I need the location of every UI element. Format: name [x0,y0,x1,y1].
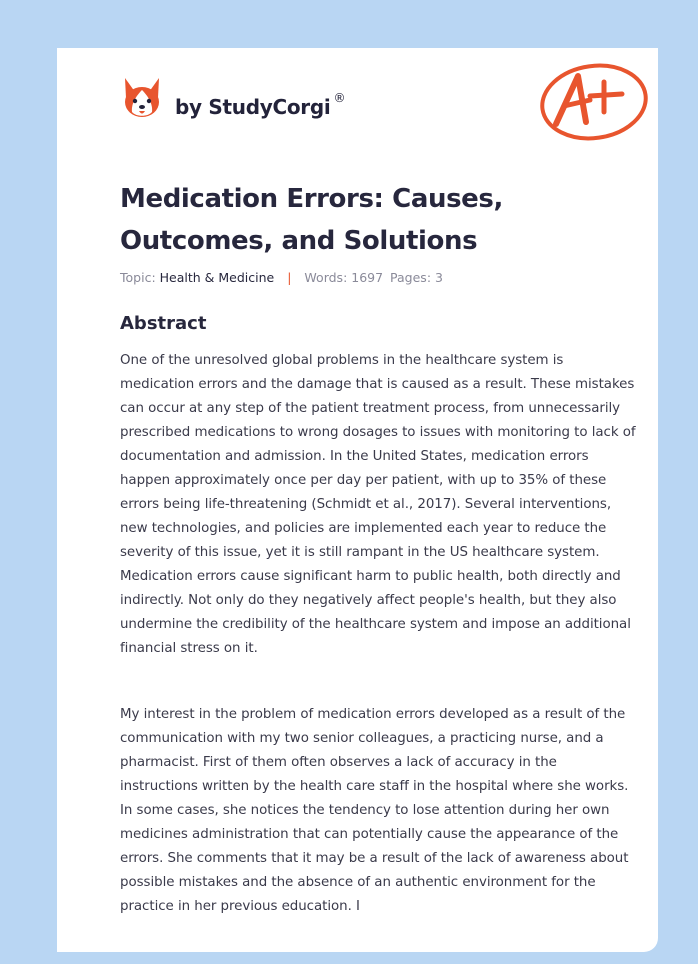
page-count: Pages: 3 [390,270,443,285]
topic-label: Topic: [120,270,156,285]
brand-logo[interactable] [122,76,162,120]
corgi-icon [122,76,162,120]
a-plus-icon [538,60,650,142]
document-meta [120,270,443,285]
registered-mark: ® [333,91,346,105]
meta-separator: | [287,270,292,285]
paragraph: One of the unresolved global problems in the healthcare system is medication errors and the damage that is caused as a result. These mistakes can occur at any step of the patient treatment process, from unnecessarily prescribed medications to wrong dosages to issues with monitoring to lack of documentation and admission. In the United States, medication errors happen approximately once per day per patient, with up to 35% of these errors being life-threatening (Schmidt et al., 2017). Several interventions, new technologies, and policies are implemented each year to reduce the severity of this issue, yet it is still rampant in the US healthcare system. Medication errors cause significant harm to public health, both directly and indirectly. Not only do they negatively affect people's health, but they also undermine the credibility of the healthcare system and impose an additional financial stress on it. [120,353,636,656]
word-count: Words: 1697 [304,270,384,285]
topic-link[interactable]: Health & Medicine [159,270,275,285]
document-title: Medication Errors: Causes, Outcomes, and Solutions [120,184,503,256]
paragraph: My interest in the problem of medication errors developed as a result of the communication with my two senior colleagues, a practicing nurse, and a pharmacist. First of them often observes a lack of accuracy in the instructions written by the health care staff in the hospital where she works. In some cases, she notices the tendency to lose attention during her own medicines administration that can potentially cause the appearance of the errors. She comments that it may be a result of the lack of awareness about possible mistakes and the absence of an authentic environment for the practice in her previous education. I [120,707,629,914]
brand-name[interactable]: by StudyCorgi ® [175,91,346,119]
section-heading: Abstract [120,313,207,334]
grade-badge [538,60,650,146]
